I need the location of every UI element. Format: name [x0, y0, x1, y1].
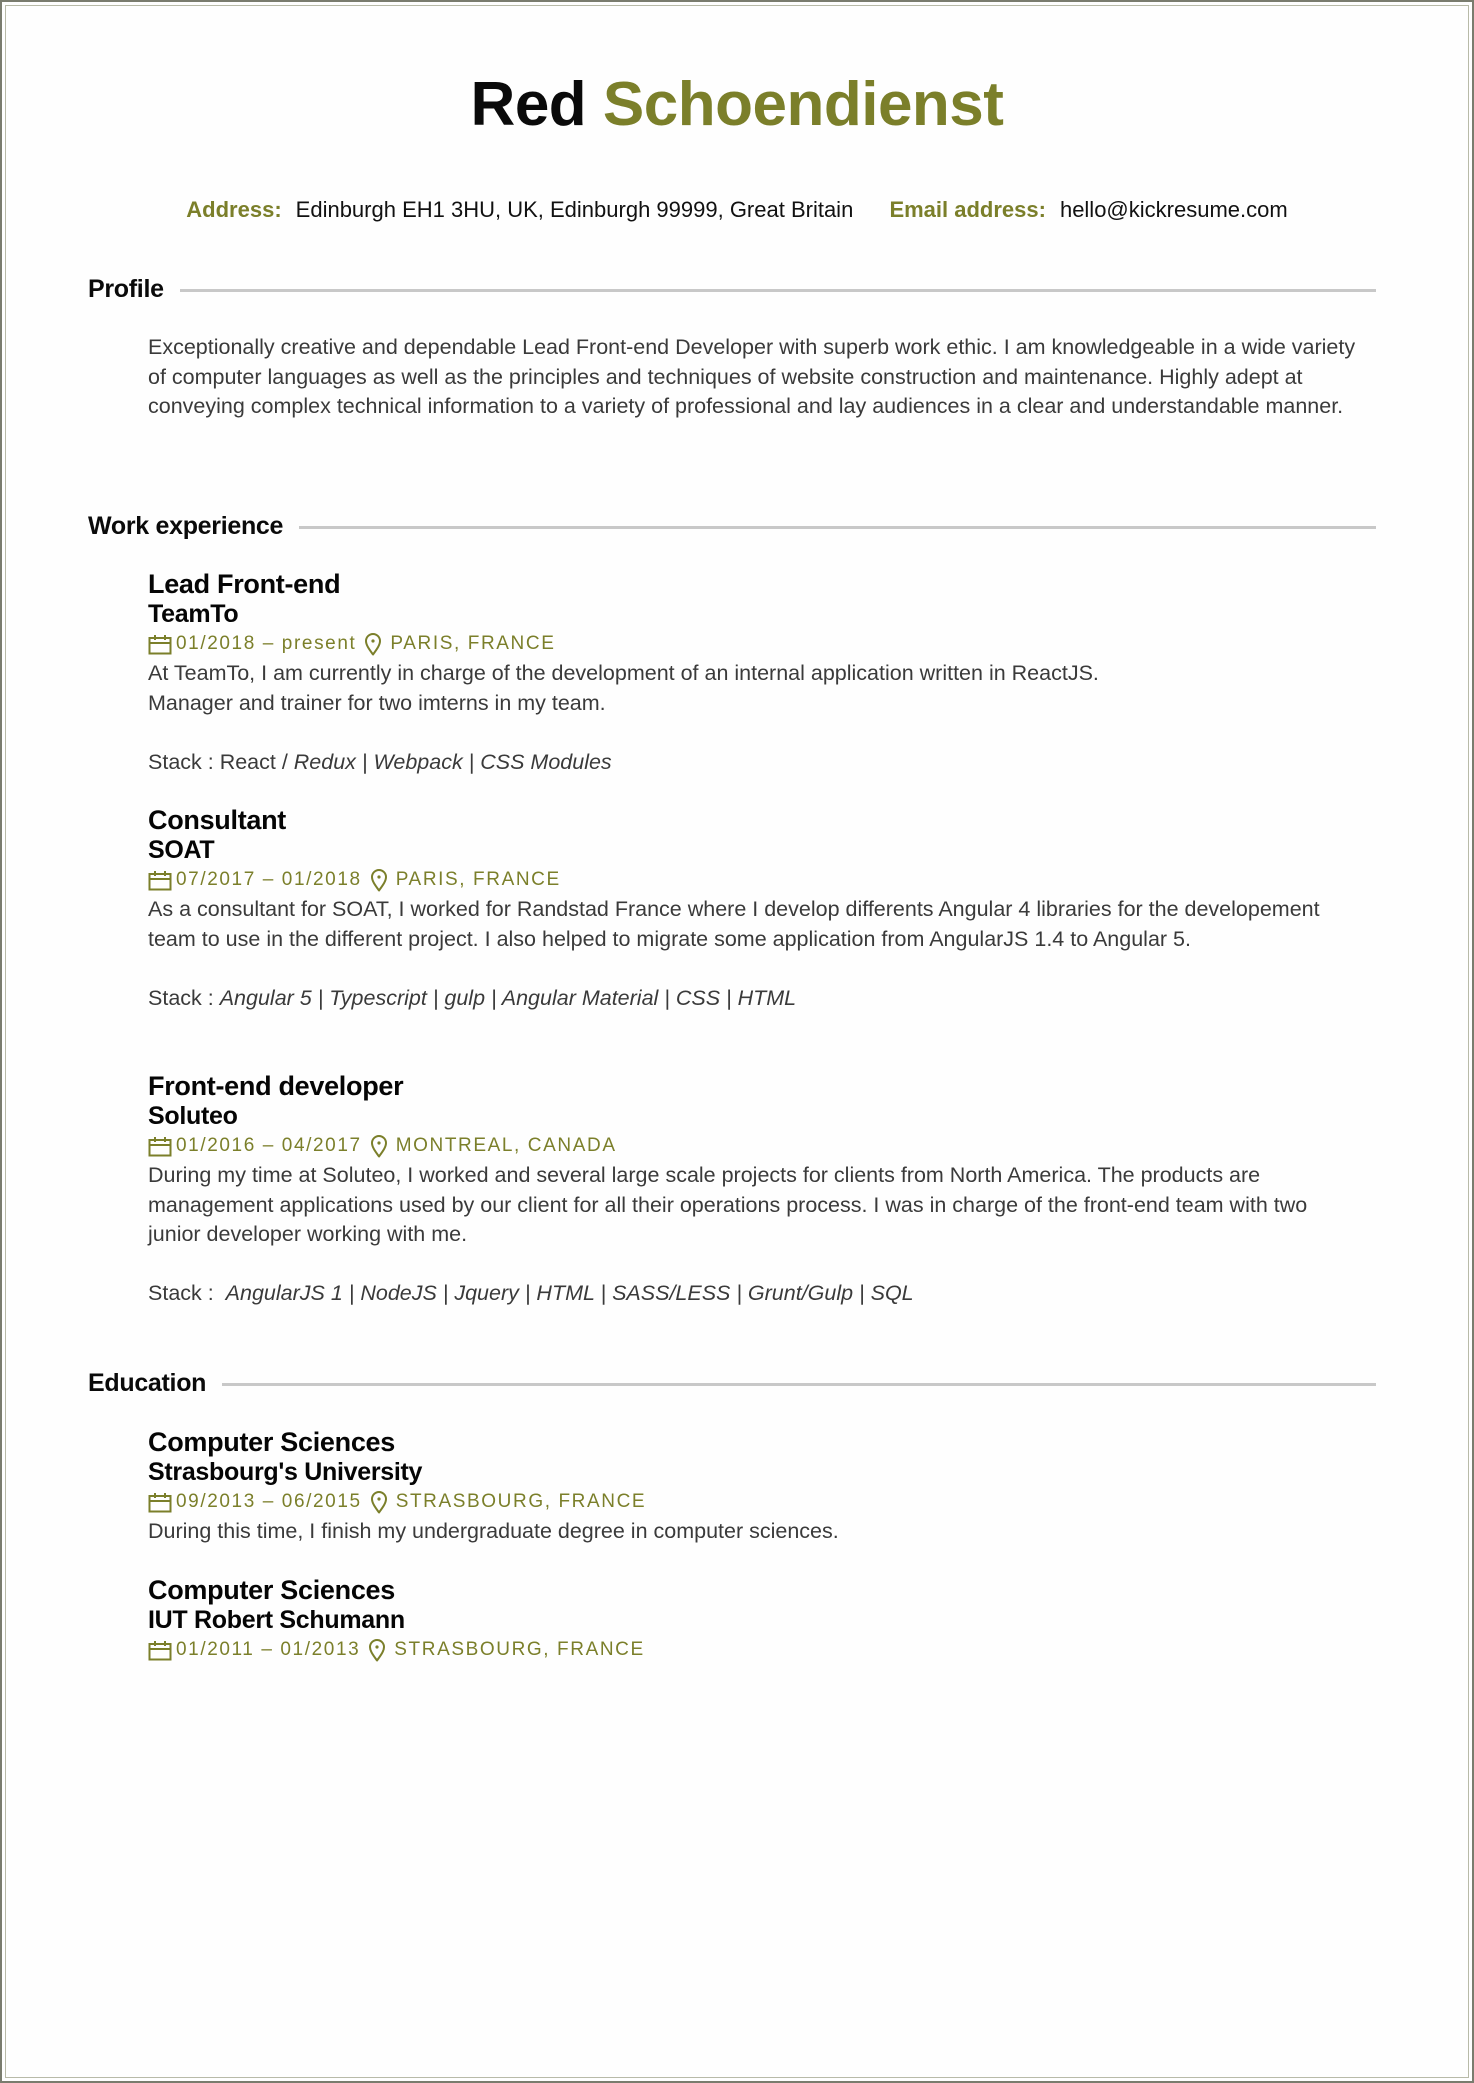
- entry-meta: [148, 865, 1378, 895]
- entry-description: As a consultant for SOAT, I worked for Randstad France where I develop differents Angular 4 libraries for the developement team to use in the different project. I also helped to migrate some application from AngularJS 1.4 to Angular 5.: [148, 897, 1320, 951]
- page-inner-border: [5, 5, 1469, 2078]
- map-pin-icon: [364, 632, 382, 656]
- profile-text: Exceptionally creative and dependable Lead Front-end Developer with superb work ethic. I am knowledgeable in a wide variety of computer languages as well as the principles and techniques of website construction and maintenance. Highly adept at conveying complex technical information to a variety of professional and lay audiences in a clear and understandable manner.: [148, 335, 1356, 418]
- work-entry: [148, 805, 1378, 1013]
- entry-description: During my time at Soluteo, I worked and several large scale projects for clients from North America. The products are management applications used by our client for all their operations process. I was in charge of the front-end team with two junior developer working with me.: [148, 1163, 1308, 1246]
- job-title: Consultant: [148, 805, 286, 835]
- map-pin-icon: [370, 1134, 388, 1158]
- stack-items: Angular 5 | Typescript | gulp | Angular Material | CSS | HTML: [219, 985, 797, 1010]
- entry-stack: [148, 748, 1378, 778]
- contact-line: [0, 195, 1474, 225]
- section-divider: [222, 1383, 1376, 1386]
- education-entry: [148, 1427, 1378, 1547]
- entry-description-line: Manager and trainer for two imterns in my team.: [148, 690, 606, 715]
- company-name: SOAT: [148, 836, 215, 864]
- entry-location: MONTREAL, CANADA: [395, 1135, 617, 1156]
- stack-prefix: Stack :: [148, 985, 220, 1010]
- email-value[interactable]: hello@kickresume.com: [1059, 197, 1288, 222]
- section-title: Education: [88, 1368, 207, 1397]
- stack-items: Redux | Webpack | CSS Modules: [293, 749, 612, 774]
- map-pin-icon: [370, 1490, 388, 1514]
- entry-dates: 01/2018 – present: [176, 633, 357, 654]
- education-entry: [148, 1575, 1378, 1665]
- first-name: Red: [470, 70, 587, 139]
- entry-dates: 01/2016 – 04/2017: [176, 1135, 362, 1156]
- job-title: Lead Front-end: [148, 569, 341, 599]
- calendar-icon: [148, 634, 172, 655]
- map-pin-icon: [368, 1638, 386, 1662]
- degree-title: Computer Sciences: [148, 1427, 395, 1457]
- calendar-icon: [148, 1492, 172, 1513]
- entry-location: STRASBOURG, FRANCE: [395, 1491, 647, 1512]
- calendar-icon: [148, 1640, 172, 1661]
- work-entry: [148, 569, 1378, 777]
- candidate-name: [0, 68, 1474, 142]
- entry-dates: 01/2011 – 01/2013: [176, 1639, 361, 1660]
- work-entry: [148, 1071, 1378, 1309]
- entry-description: During this time, I finish my undergraduate degree in computer sciences.: [148, 1519, 839, 1543]
- section-title: Work experience: [88, 511, 284, 540]
- entry-stack: [148, 1279, 1378, 1309]
- section-header-profile: [88, 272, 1376, 306]
- entry-meta: [148, 629, 1378, 659]
- entry-meta: [148, 1487, 1378, 1517]
- company-name: TeamTo: [148, 600, 239, 628]
- entry-location: PARIS, FRANCE: [390, 633, 556, 654]
- entry-dates: 09/2013 – 06/2015: [176, 1491, 362, 1512]
- calendar-icon: [148, 870, 172, 891]
- school-name: IUT Robert Schumann: [148, 1606, 405, 1634]
- stack-prefix: Stack :: [148, 1281, 226, 1305]
- section-divider: [299, 526, 1376, 529]
- email-label: Email address:: [889, 197, 1046, 222]
- last-name: Schoendienst: [602, 70, 1004, 139]
- school-name: Strasbourg's University: [148, 1458, 423, 1486]
- company-name: Soluteo: [148, 1102, 238, 1130]
- entry-meta: [148, 1131, 1378, 1161]
- entry-dates: 07/2017 – 01/2018: [176, 869, 362, 890]
- entry-description-line: At TeamTo, I am currently in charge of the development of an internal application written in ReactJS.: [148, 661, 1099, 685]
- address-label: Address:: [186, 197, 282, 222]
- section-title: Profile: [88, 274, 164, 303]
- address-value: Edinburgh EH1 3HU, UK, Edinburgh 99999, Great Britain: [295, 197, 854, 222]
- stack-items: AngularJS 1 | NodeJS | Jquery | HTML | SASS/LESS | Grunt/Gulp | SQL: [225, 1281, 914, 1305]
- entry-meta: [148, 1635, 1378, 1665]
- section-header-education: [88, 1366, 1376, 1400]
- entry-location: PARIS, FRANCE: [395, 869, 561, 890]
- entry-stack: [148, 984, 1378, 1014]
- job-title: Front-end developer: [148, 1071, 404, 1101]
- section-header-work-experience: [88, 509, 1376, 543]
- section-divider: [180, 289, 1376, 292]
- map-pin-icon: [370, 868, 388, 892]
- stack-prefix: Stack : React /: [148, 749, 294, 774]
- entry-location: STRASBOURG, FRANCE: [394, 1639, 645, 1660]
- degree-title: Computer Sciences: [148, 1575, 395, 1605]
- calendar-icon: [148, 1136, 172, 1157]
